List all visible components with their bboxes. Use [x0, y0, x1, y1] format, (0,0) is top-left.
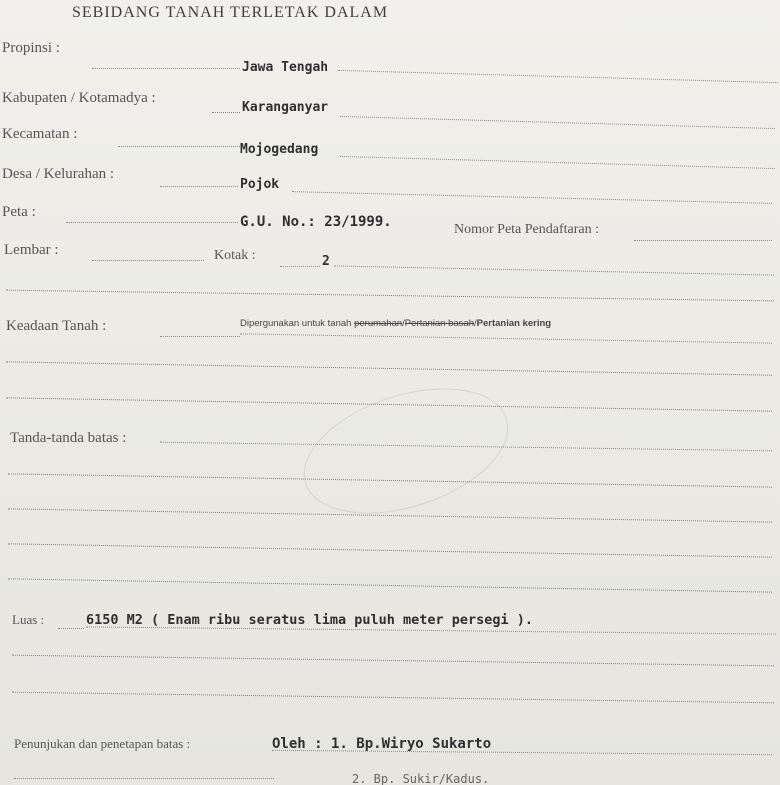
desa-label: Desa / Kelurahan : [2, 166, 115, 182]
keadaan-tanah-label: Keadaan Tanah : [6, 318, 107, 334]
bottom-line [14, 778, 274, 779]
keadaan-struck-1: perumahan [354, 318, 403, 329]
keadaan-line [240, 333, 772, 343]
keadaan-dots [160, 336, 240, 337]
peta-value: G.U. No.: 23/1999. [240, 214, 392, 230]
lembar-label: Lembar : [4, 242, 59, 258]
penunjukan-line [272, 750, 772, 755]
luas-label: Luas : [12, 612, 45, 627]
kabupaten-line [340, 116, 775, 129]
next-line-value: 2. Bp. Sukir/Kadus. [352, 772, 490, 785]
nomor-peta-label: Nomor Peta Pendaftaran : [454, 222, 600, 237]
penunjukan-value: Oleh : 1. Bp.Wiryo Sukarto [272, 736, 492, 752]
kabupaten-label: Kabupaten / Kotamadya : [2, 90, 156, 106]
kabupaten-value: Karanganyar [242, 100, 329, 115]
document-title: SEBIDANG TANAH TERLETAK DALAM [72, 4, 389, 21]
kecamatan-line [340, 156, 775, 169]
kabupaten-dots [212, 112, 240, 113]
faded-stamp [288, 365, 524, 537]
kotak-label: Kotak : [214, 248, 256, 263]
propinsi-line [338, 70, 778, 83]
blank-line-8 [12, 655, 774, 667]
kotak-value: 2 [322, 254, 330, 269]
propinsi-label: Propinsi : [2, 40, 60, 56]
kecamatan-dots [118, 146, 240, 147]
luas-value: 6150 M2 ( Enam ribu seratus lima puluh meter persegi ). [86, 612, 534, 628]
kecamatan-value: Mojogedang [240, 142, 319, 157]
blank-line-2 [6, 361, 772, 375]
keadaan-tanah-text: Dipergunakan untuk tanah perumahan/Pertanian basah/Pertanian kering [240, 318, 552, 329]
lembar-dots [92, 260, 204, 261]
desa-dots [160, 186, 238, 187]
kotak-dots [280, 266, 320, 267]
peta-dots [66, 222, 238, 223]
penunjukan-label: Penunjukan dan penetapan batas : [14, 736, 191, 751]
propinsi-value: Jawa Tengah [242, 60, 329, 75]
desa-value: Pojok [240, 177, 280, 192]
peta-label: Peta : [2, 204, 36, 220]
blank-line-6 [8, 543, 772, 557]
nomor-peta-line [634, 240, 772, 241]
blank-line-1 [6, 290, 774, 302]
kotak-line [334, 265, 774, 275]
blank-line-9 [12, 692, 774, 704]
luas-dots [58, 628, 84, 629]
keadaan-selected: Pertanian kering [476, 318, 552, 329]
kecamatan-label: Kecamatan : [2, 126, 78, 142]
tanda-batas-label: Tanda-tanda batas : [10, 430, 127, 446]
propinsi-dots [92, 68, 240, 69]
desa-line [292, 191, 772, 204]
keadaan-prefix: Dipergunakan untuk tanah [240, 318, 352, 329]
keadaan-struck-2: Pertanian basah [404, 318, 474, 329]
blank-line-7 [8, 578, 772, 592]
